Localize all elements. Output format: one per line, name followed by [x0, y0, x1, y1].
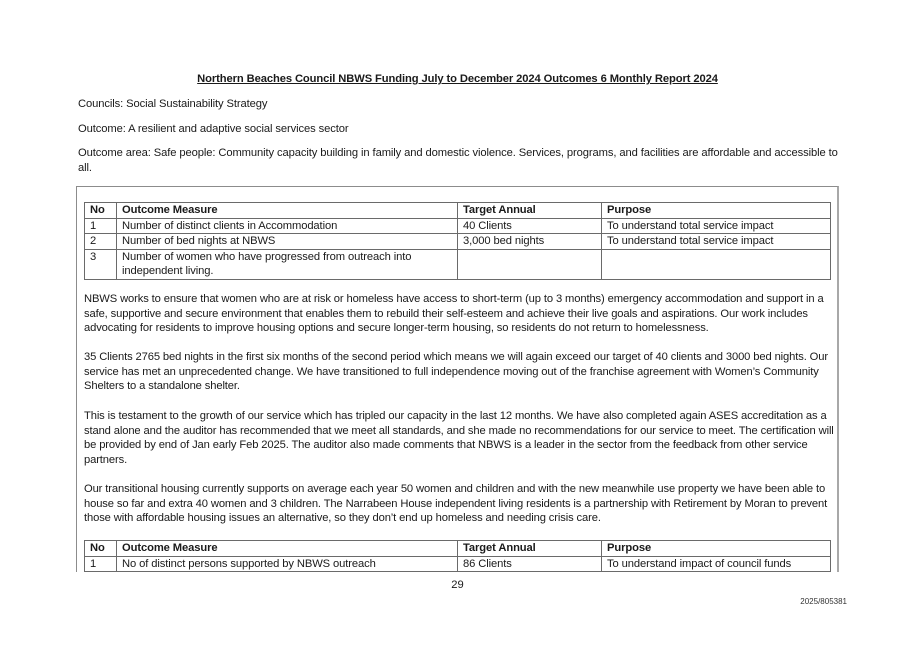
- cell-no: 1: [85, 556, 117, 572]
- report-title: Northern Beaches Council NBWS Funding July to December 2024 Outcomes 6 Monthly Report 2024: [197, 73, 718, 85]
- cell-target-annual: [458, 249, 602, 279]
- cell-outcome-measure: Number of bed nights at NBWS: [117, 234, 458, 250]
- outcomes-table-accommodation: [84, 202, 831, 280]
- document-reference: 2025/805381: [800, 597, 847, 606]
- cell-outcome-measure: Number of distinct clients in Accommodation: [117, 218, 458, 234]
- table-row: [85, 218, 831, 234]
- outcomes-table-outreach: [84, 540, 831, 572]
- cell-no: 3: [85, 249, 117, 279]
- councils-line: Councils: Social Sustainability Strategy: [78, 98, 268, 110]
- cell-target-annual: 40 Clients: [458, 218, 602, 234]
- paragraph-transitional-housing: Our transitional housing currently supports on average each year 50 women and children and with the new meanwhile use property we have been able to house so far and extra 40 women and 3 children. The Narrabeen House independent living residents is a partnership with Retirement by Moran to prevent those with affordable housing issues an alternative, so they don’t end up homeless and needing crisis care.: [84, 483, 828, 525]
- table-header-row: [85, 203, 831, 219]
- table-row: [85, 249, 831, 279]
- cell-purpose: To understand total service impact: [602, 234, 831, 250]
- outcome-line: Outcome: A resilient and adaptive social services sector: [78, 123, 349, 135]
- cell-purpose: To understand impact of council funds: [602, 556, 831, 572]
- table-header-row: [85, 541, 831, 557]
- paragraph-growth-accreditation: This is testament to the growth of our service which has tripled our capacity in the last 12 months. We have also completed again ASES accreditation as a stand alone and the auditor has recommended that we meet all standards, and she made no recommendations for our service to meet. The certification will be provided by end of Jan early Feb 2025. The auditor also made comments that NBWS is a leader in the sector from the feedback from other service partners.: [84, 410, 834, 467]
- cell-purpose: [602, 249, 831, 279]
- header-purpose: Purpose: [602, 203, 831, 219]
- cell-no: 2: [85, 234, 117, 250]
- header-target-annual: Target Annual: [458, 203, 602, 219]
- outcome-area-line: Outcome area: Safe people: Community capacity building in family and domestic violence. Services, programs, and facilities are affordable and accessible to all.: [78, 147, 838, 174]
- cell-outcome-measure: No of distinct persons supported by NBWS outreach: [117, 556, 458, 572]
- paragraph-client-numbers: 35 Clients 2765 bed nights in the first six months of the second period which means we will again exceed our target of 40 clients and 3000 bed nights. Our service has met an unprecedented change. We have transitioned to full independence moving out of the franchise agreement with Women’s Community Shelters to a standalone shelter.: [84, 351, 828, 393]
- header-no: No: [85, 203, 117, 219]
- table-row: [85, 556, 831, 572]
- header-outcome-measure: Outcome Measure: [117, 203, 458, 219]
- cell-outcome-measure: Number of women who have progressed from outreach into independent living.: [117, 249, 458, 279]
- header-outcome-measure: Outcome Measure: [117, 541, 458, 557]
- cell-purpose: To understand total service impact: [602, 218, 831, 234]
- header-no: No: [85, 541, 117, 557]
- page-number: 29: [451, 579, 464, 591]
- cell-target-annual: 3,000 bed nights: [458, 234, 602, 250]
- header-target-annual: Target Annual: [458, 541, 602, 557]
- table-row: [85, 234, 831, 250]
- cell-no: 1: [85, 218, 117, 234]
- cell-target-annual: 86 Clients: [458, 556, 602, 572]
- paragraph-mission: NBWS works to ensure that women who are at risk or homeless have access to short-term (up to 3 months) emergency accommodation and support in a safe, supportive and secure environment that enables them to rebuild their self-esteem and achieve their live goals and aspirations. Our work includes advocating for residents to improve housing options and secure longer-term housing, so residents do not return to homelessness.: [84, 293, 824, 335]
- header-purpose: Purpose: [602, 541, 831, 557]
